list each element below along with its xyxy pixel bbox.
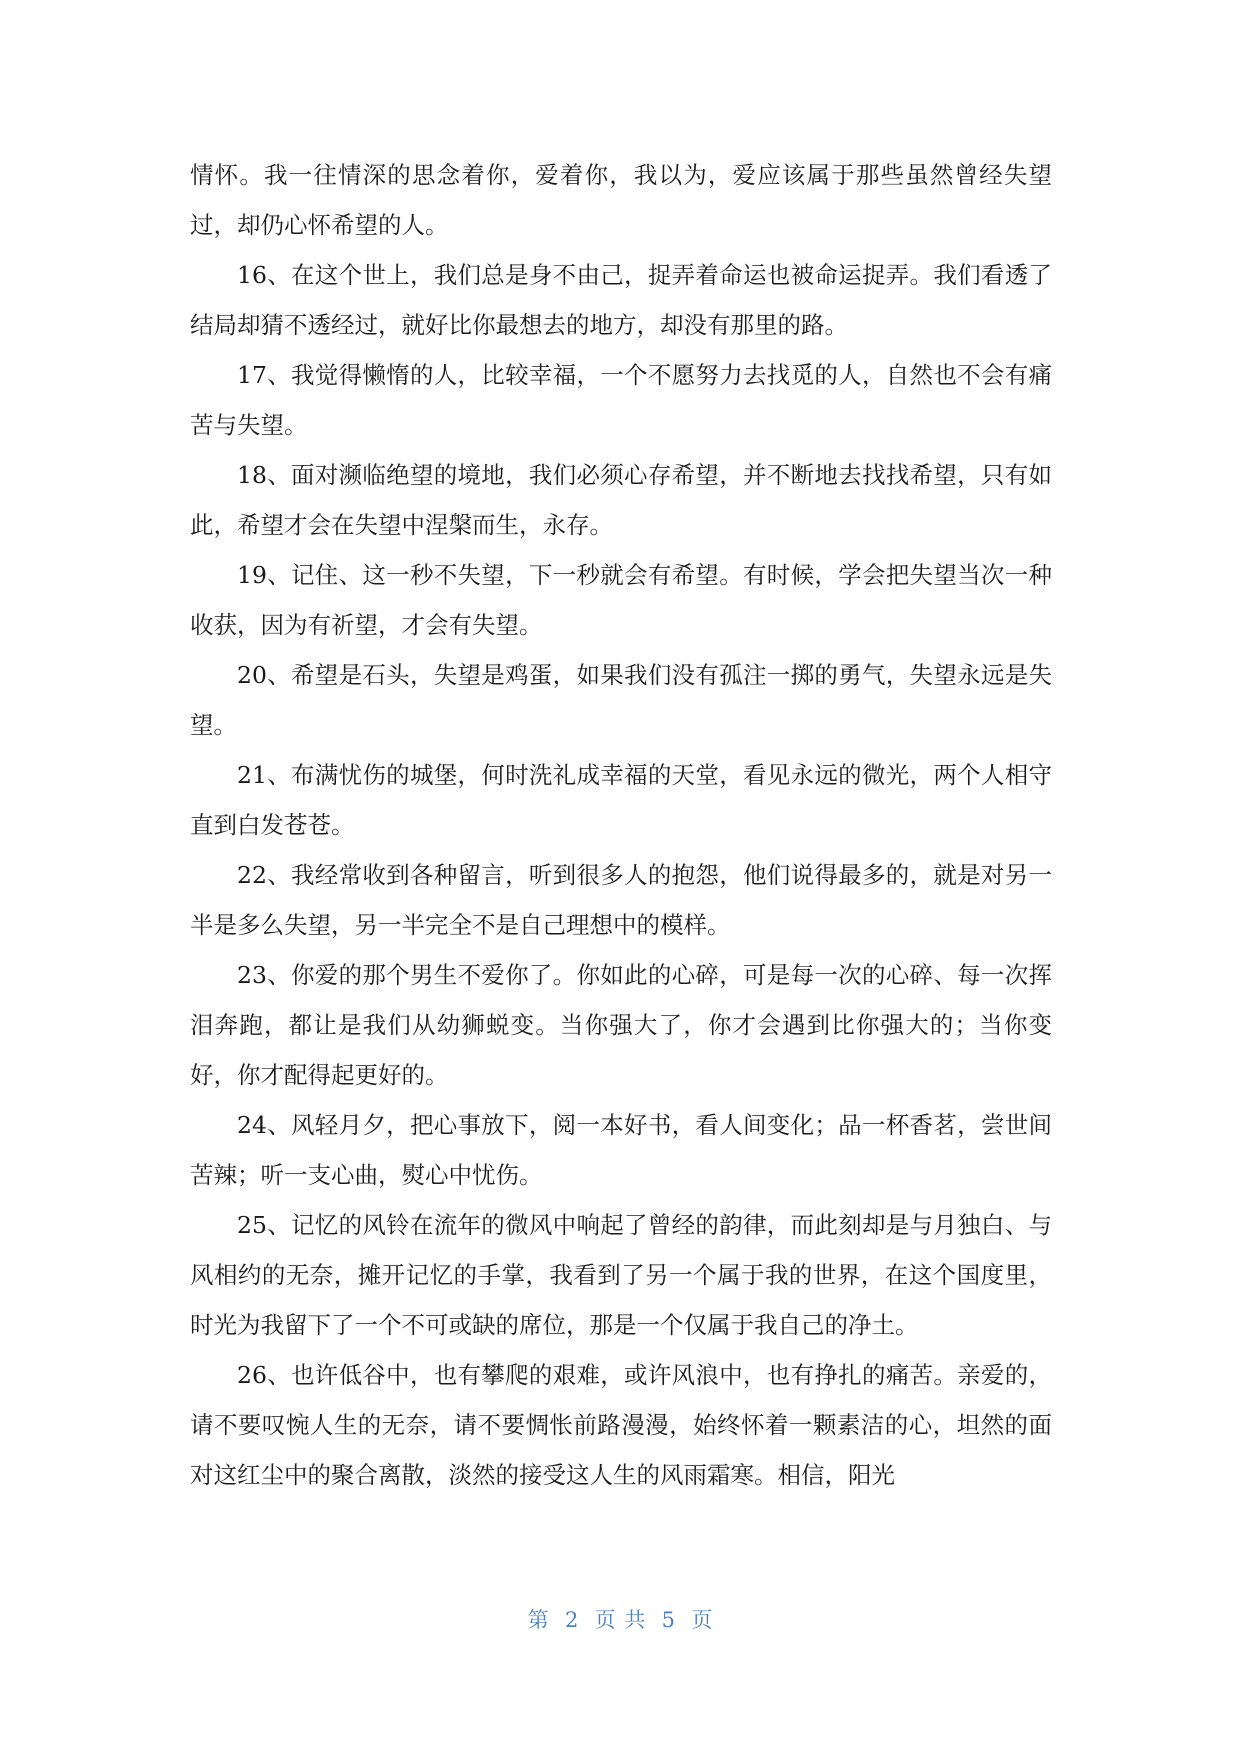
document-body [190, 150, 1052, 1500]
paragraph-19: 19、记住、这一秒不失望，下一秒就会有希望。有时候，学会把失望当次一种收获，因为有祈望，才会有失望。 [190, 561, 1052, 639]
paragraph-25: 25、记忆的风铃在流年的微风中响起了曾经的韵律，而此刻却是与月独白、与风相约的无奈，摊开记忆的手掌，我看到了另一个属于我的世界，在这个国度里，时光为我留下了一个不可或缺的席位，那是一个仅属于我自己的净土。 [190, 1211, 1052, 1339]
paragraph-20: 20、希望是石头，失望是鸡蛋，如果我们没有孤注一掷的勇气，失望永远是失望。 [190, 661, 1052, 739]
paragraph-24: 24、风轻月夕，把心事放下，阅一本好书，看人间变化；品一杯香茗，尝世间苦辣；听一支心曲，熨心中忧伤。 [190, 1111, 1052, 1189]
paragraph-continuation: 情怀。我一往情深的思念着你，爱着你，我以为，爱应该属于那些虽然曾经失望过，却仍心怀希望的人。 [190, 161, 1052, 239]
page-number-footer: 第 2 页 共 5 页 [527, 1608, 714, 1632]
paragraph-22: 22、我经常收到各种留言，听到很多人的抱怨，他们说得最多的，就是对另一半是多么失望，另一半完全不是自己理想中的模样。 [190, 861, 1052, 939]
paragraph-23: 23、你爱的那个男生不爱你了。你如此的心碎，可是每一次的心碎、每一次挥泪奔跑，都让是我们从幼狮蜕变。当你强大了，你才会遇到比你强大的；当你变好，你才配得起更好的。 [190, 961, 1052, 1089]
paragraph-21: 21、布满忧伤的城堡，何时洗礼成幸福的天堂，看见永远的微光，两个人相守直到白发苍苍。 [190, 761, 1052, 839]
paragraph-17: 17、我觉得懒惰的人，比较幸福，一个不愿努力去找觅的人，自然也不会有痛苦与失望。 [190, 361, 1052, 439]
paragraph-16: 16、在这个世上，我们总是身不由己，捉弄着命运也被命运捉弄。我们看透了结局却猜不透经过，就好比你最想去的地方，却没有那里的路。 [190, 261, 1052, 339]
paragraph-18: 18、面对濒临绝望的境地，我们必须心存希望，并不断地去找找希望，只有如此，希望才会在失望中涅槃而生，永存。 [190, 461, 1052, 539]
paragraph-26: 26、也许低谷中，也有攀爬的艰难，或许风浪中，也有挣扎的痛苦。亲爱的，请不要叹惋人生的无奈，请不要惆怅前路漫漫，始终怀着一颗素洁的心，坦然的面对这红尘中的聚合离散，淡然的接受这人生的风雨霜寒。相信，阳光 [190, 1361, 1052, 1489]
